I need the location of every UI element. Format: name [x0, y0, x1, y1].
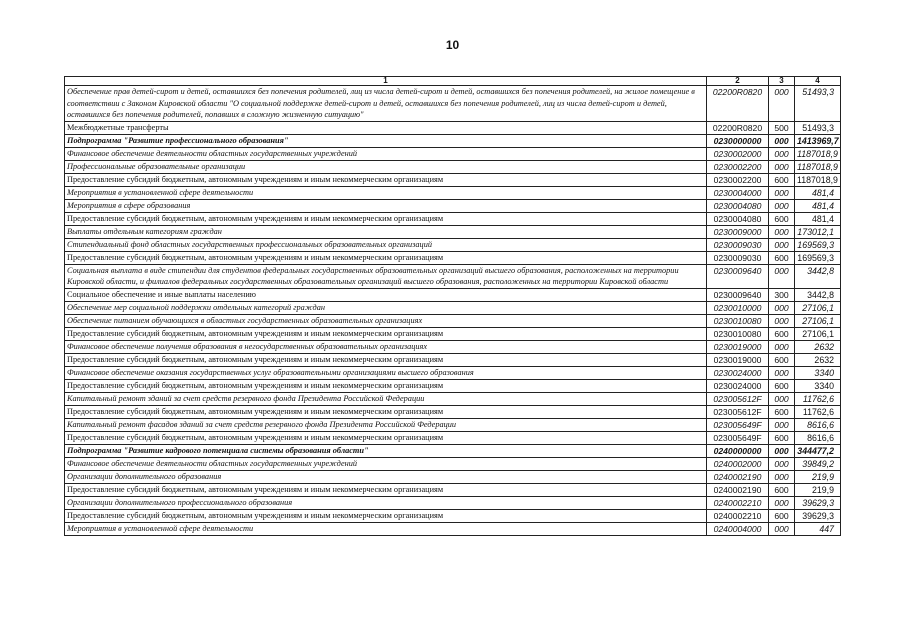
table-row	[65, 496, 841, 509]
row-name-cell: Мероприятия в установленной сфере деятельности	[65, 186, 707, 199]
row-sum-cell: 11762,6	[795, 405, 841, 418]
row-code-cell: 02200R0820	[707, 86, 769, 122]
row-type-cell: 000	[769, 457, 795, 470]
table-row	[65, 431, 841, 444]
row-code-cell: 0230004080	[707, 199, 769, 212]
row-sum-cell: 3442,8	[795, 264, 841, 288]
row-sum-cell: 481,4	[795, 186, 841, 199]
row-sum-cell: 1187018,9	[795, 147, 841, 160]
row-type-cell: 000	[769, 418, 795, 431]
row-sum-cell: 1413969,7	[795, 134, 841, 147]
row-type-cell: 000	[769, 314, 795, 327]
row-type-cell: 600	[769, 327, 795, 340]
row-name-cell: Межбюджетные трансферты	[65, 121, 707, 134]
table-row	[65, 340, 841, 353]
table-row	[65, 186, 841, 199]
row-code-cell: 0230000000	[707, 134, 769, 147]
row-type-cell: 600	[769, 173, 795, 186]
row-sum-cell: 39629,3	[795, 509, 841, 522]
row-name-cell: Обеспечение питанием обучающихся в областных государственных образовательных организациях	[65, 314, 707, 327]
row-code-cell: 0230009000	[707, 225, 769, 238]
table-row	[65, 86, 841, 122]
row-code-cell: 023005649F	[707, 431, 769, 444]
row-name-cell: Капитальный ремонт зданий за счет средств резервного фонда Президента Российской Федерации	[65, 392, 707, 405]
row-sum-cell: 3442,8	[795, 288, 841, 301]
table-row	[65, 392, 841, 405]
budget-table	[64, 76, 841, 536]
table-row	[65, 173, 841, 186]
row-sum-cell: 51493,3	[795, 86, 841, 122]
table-header-row	[65, 77, 841, 86]
row-type-cell: 000	[769, 340, 795, 353]
row-type-cell: 600	[769, 379, 795, 392]
row-name-cell: Социальное обеспечение и иные выплаты населению	[65, 288, 707, 301]
row-code-cell: 023005612F	[707, 405, 769, 418]
row-name-cell: Мероприятия в установленной сфере деятельности	[65, 522, 707, 535]
row-type-cell: 000	[769, 444, 795, 457]
table-row	[65, 212, 841, 225]
row-name-cell: Предоставление субсидий бюджетным, автономным учреждениям и иным некоммерческим организациям	[65, 251, 707, 264]
row-type-cell: 600	[769, 212, 795, 225]
table-row	[65, 264, 841, 288]
row-sum-cell: 8616,6	[795, 418, 841, 431]
row-type-cell: 000	[769, 86, 795, 122]
row-type-cell: 000	[769, 366, 795, 379]
row-type-cell: 000	[769, 301, 795, 314]
row-name-cell: Финансовое обеспечение получения образования в негосударственных образовательных организациях	[65, 340, 707, 353]
row-type-cell: 000	[769, 470, 795, 483]
table-row	[65, 160, 841, 173]
row-sum-cell: 481,4	[795, 212, 841, 225]
row-code-cell: 0230009640	[707, 264, 769, 288]
row-code-cell: 0230024000	[707, 379, 769, 392]
table-row	[65, 418, 841, 431]
row-sum-cell: 169569,3	[795, 238, 841, 251]
row-type-cell: 500	[769, 121, 795, 134]
page-number: 10	[445, 38, 460, 52]
row-code-cell: 0230019000	[707, 340, 769, 353]
table-row	[65, 251, 841, 264]
table-row	[65, 405, 841, 418]
table-row	[65, 483, 841, 496]
table-row	[65, 522, 841, 535]
table-row	[65, 199, 841, 212]
row-name-cell: Выплаты отдельным категориям граждан	[65, 225, 707, 238]
row-type-cell: 000	[769, 522, 795, 535]
table-row	[65, 327, 841, 340]
row-code-cell: 0230010080	[707, 327, 769, 340]
row-type-cell: 000	[769, 225, 795, 238]
row-name-cell: Финансовое обеспечение деятельности областных государственных учреждений	[65, 457, 707, 470]
row-name-cell: Предоставление субсидий бюджетным, автономным учреждениям и иным некоммерческим организациям	[65, 431, 707, 444]
row-type-cell: 000	[769, 496, 795, 509]
table-row	[65, 314, 841, 327]
row-code-cell: 0230019000	[707, 353, 769, 366]
row-type-cell: 600	[769, 405, 795, 418]
row-code-cell: 0240002000	[707, 457, 769, 470]
row-name-cell: Предоставление субсидий бюджетным, автономным учреждениям и иным некоммерческим организациям	[65, 212, 707, 225]
row-code-cell: 0240004000	[707, 522, 769, 535]
header-col-code: 2	[707, 77, 769, 86]
row-name-cell: Социальная выплата в виде стипендии для студентов федеральных государственных образовательных организаций высшего образования, расположенных на территории Кировской области, и филиалов федеральных государственных образовательных организаций высшего образования, расположенных на территории Кировской области	[65, 264, 707, 288]
row-name-cell: Обеспечение мер социальной поддержки отдельных категорий граждан	[65, 301, 707, 314]
row-sum-cell: 3340	[795, 379, 841, 392]
row-type-cell: 000	[769, 238, 795, 251]
row-sum-cell: 8616,6	[795, 431, 841, 444]
header-col-type: 3	[769, 77, 795, 86]
row-name-cell: Предоставление субсидий бюджетным, автономным учреждениям и иным некоммерческим организациям	[65, 327, 707, 340]
row-name-cell: Организации дополнительного образования	[65, 470, 707, 483]
table-row	[65, 288, 841, 301]
row-code-cell: 0240000000	[707, 444, 769, 457]
row-sum-cell: 219,9	[795, 470, 841, 483]
row-sum-cell: 11762,6	[795, 392, 841, 405]
row-code-cell: 0240002210	[707, 509, 769, 522]
row-type-cell: 600	[769, 431, 795, 444]
row-code-cell: 023005649F	[707, 418, 769, 431]
row-code-cell: 0230009030	[707, 251, 769, 264]
table-row	[65, 121, 841, 134]
row-code-cell: 0230002200	[707, 173, 769, 186]
row-type-cell: 000	[769, 392, 795, 405]
row-sum-cell: 3340	[795, 366, 841, 379]
row-name-cell: Подпрограмма "Развитие профессионального образования"	[65, 134, 707, 147]
row-sum-cell: 2632	[795, 353, 841, 366]
table-row	[65, 470, 841, 483]
table-row	[65, 225, 841, 238]
row-name-cell: Профессиональные образовательные организации	[65, 160, 707, 173]
row-name-cell: Предоставление субсидий бюджетным, автономным учреждениям и иным некоммерческим организациям	[65, 509, 707, 522]
row-type-cell: 600	[769, 509, 795, 522]
row-type-cell: 000	[769, 160, 795, 173]
row-type-cell: 600	[769, 251, 795, 264]
row-code-cell: 023005612F	[707, 392, 769, 405]
row-name-cell: Предоставление субсидий бюджетным, автономным учреждениям и иным некоммерческим организациям	[65, 173, 707, 186]
row-name-cell: Мероприятия в сфере образования	[65, 199, 707, 212]
row-sum-cell: 219,9	[795, 483, 841, 496]
row-code-cell: 0240002190	[707, 470, 769, 483]
table-row	[65, 509, 841, 522]
row-name-cell: Подпрограмма "Развитие кадрового потенциала системы образования области"	[65, 444, 707, 457]
row-sum-cell: 27106,1	[795, 314, 841, 327]
row-code-cell: 0230009640	[707, 288, 769, 301]
row-code-cell: 0230002000	[707, 147, 769, 160]
table-row	[65, 301, 841, 314]
row-sum-cell: 27106,1	[795, 301, 841, 314]
row-type-cell: 000	[769, 147, 795, 160]
row-code-cell: 0230010080	[707, 314, 769, 327]
row-code-cell: 0230024000	[707, 366, 769, 379]
row-name-cell: Предоставление субсидий бюджетным, автономным учреждениям и иным некоммерческим организациям	[65, 483, 707, 496]
row-code-cell: 0240002210	[707, 496, 769, 509]
row-type-cell: 300	[769, 288, 795, 301]
row-sum-cell: 2632	[795, 340, 841, 353]
row-type-cell: 000	[769, 199, 795, 212]
row-name-cell: Капитальный ремонт фасадов зданий за счет средств резервного фонда Президента Российской Федерации	[65, 418, 707, 431]
row-code-cell: 0230002200	[707, 160, 769, 173]
row-code-cell: 0230010000	[707, 301, 769, 314]
row-sum-cell: 1187018,9	[795, 160, 841, 173]
header-col-name: 1	[65, 77, 707, 86]
row-name-cell: Предоставление субсидий бюджетным, автономным учреждениям и иным некоммерческим организациям	[65, 405, 707, 418]
row-type-cell: 600	[769, 353, 795, 366]
row-name-cell: Финансовое обеспечение оказания государственных услуг образовательными организациями высшего образования	[65, 366, 707, 379]
row-sum-cell: 27106,1	[795, 327, 841, 340]
header-col-sum: 4	[795, 77, 841, 86]
row-sum-cell: 447	[795, 522, 841, 535]
table-body	[65, 86, 841, 536]
table-row	[65, 379, 841, 392]
row-code-cell: 0230004080	[707, 212, 769, 225]
row-code-cell: 0240002190	[707, 483, 769, 496]
table-row	[65, 353, 841, 366]
table-row	[65, 444, 841, 457]
table-row	[65, 457, 841, 470]
row-name-cell: Предоставление субсидий бюджетным, автономным учреждениям и иным некоммерческим организациям	[65, 379, 707, 392]
row-name-cell: Финансовое обеспечение деятельности областных государственных учреждений	[65, 147, 707, 160]
row-code-cell: 02200R0820	[707, 121, 769, 134]
row-sum-cell: 39629,3	[795, 496, 841, 509]
row-sum-cell: 51493,3	[795, 121, 841, 134]
row-name-cell: Обеспечение прав детей-сирот и детей, оставшихся без попечения родителей, лиц из числа детей-сирот и детей, оставшихся без попечения родителей, на жилое помещение в соответствии с Законом Кировской области "О социальной поддержке детей-сирот и детей, оставшихся без попечения родителей, лиц из числа детей-сирот и детей, оставшихся без попечения родителей, попавших в сложную жизненную ситуацию"	[65, 86, 707, 122]
table-row	[65, 134, 841, 147]
row-type-cell: 600	[769, 483, 795, 496]
row-code-cell: 0230004000	[707, 186, 769, 199]
row-sum-cell: 344477,2	[795, 444, 841, 457]
row-name-cell: Организации дополнительного профессионального образования	[65, 496, 707, 509]
row-sum-cell: 481,4	[795, 199, 841, 212]
row-type-cell: 000	[769, 134, 795, 147]
table-row	[65, 147, 841, 160]
row-sum-cell: 173012,1	[795, 225, 841, 238]
row-sum-cell: 169569,3	[795, 251, 841, 264]
row-sum-cell: 1187018,9	[795, 173, 841, 186]
row-type-cell: 000	[769, 264, 795, 288]
row-sum-cell: 39849,2	[795, 457, 841, 470]
row-code-cell: 0230009030	[707, 238, 769, 251]
row-type-cell: 000	[769, 186, 795, 199]
row-name-cell: Стипендиальный фонд областных государственных профессиональных образовательных организаций	[65, 238, 707, 251]
table-row	[65, 366, 841, 379]
table-row	[65, 238, 841, 251]
row-name-cell: Предоставление субсидий бюджетным, автономным учреждениям и иным некоммерческим организациям	[65, 353, 707, 366]
